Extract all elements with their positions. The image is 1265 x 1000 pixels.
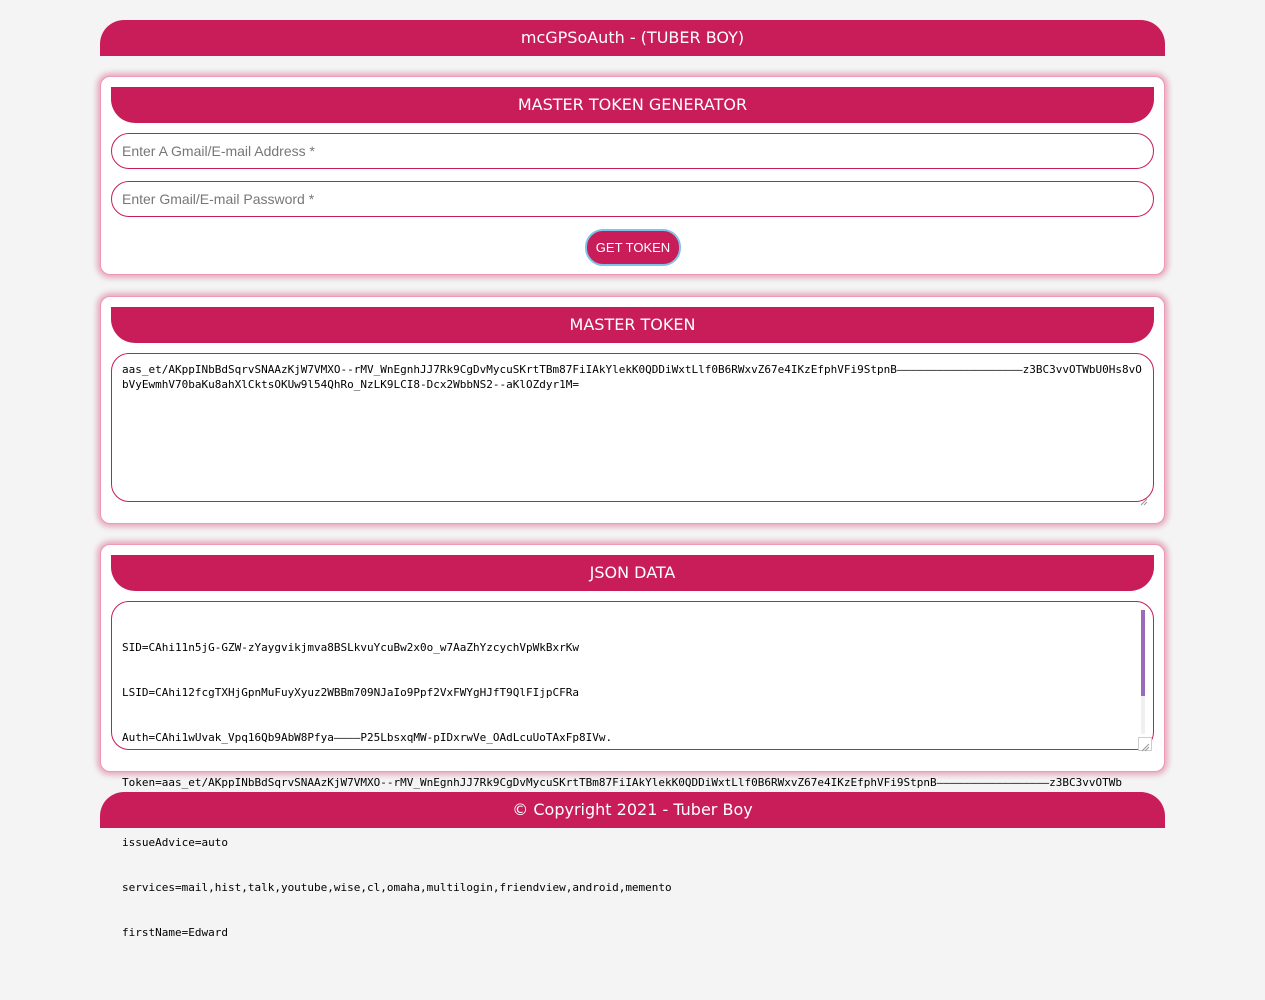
generator-heading: MASTER TOKEN GENERATOR	[111, 87, 1154, 123]
json-line: issueAdvice=auto	[122, 836, 228, 849]
json-line: SID=CAhi11n5jG-GZW-zYaygvikjmva8BSLkvuYcuBw2x0o_w7AaZhYzcychVpWkBxrKw	[122, 641, 579, 654]
page-title-bar	[100, 20, 1165, 56]
master-token-textarea[interactable]: aas_et/AKppINbBdSqrvSNAAzKjW7VMXO--rMV_WnEgnhJJ7Rk9CgDvMycuSKrtTBm87FiIAkYlekK0QDDiWxtLlf0B6RWxvZ67e4IKzEfphVFi9StpnB———————————————————z3BC3vvOTWbU0Hs8vObVyEwmhV70baKu8ahXlCktsOKUw9l54QhRo_NzLK9LCI8-Dcx2WbbNS2--aKlOZdyr1M=	[111, 353, 1154, 502]
json-data-heading: JSON DATA	[111, 555, 1154, 591]
email-field[interactable]	[111, 133, 1154, 169]
footer-bar	[100, 792, 1165, 828]
json-line: firstName=Edward	[122, 926, 228, 939]
resize-grip-icon[interactable]	[1140, 491, 1150, 501]
master-token-heading: MASTER TOKEN	[111, 307, 1154, 343]
page-title: mcGPSoAuth - (TUBER BOY)	[520, 28, 745, 47]
json-line: services=mail,hist,talk,youtube,wise,cl,omaha,multilogin,friendview,android,memento	[122, 881, 672, 894]
generator-card	[100, 76, 1165, 275]
json-line: Auth=CAhi1wUvak_Vpq16Qb9AbW8Pfya————P25LbsxqMW-pIDxrwVe_OAdLcuUoTAxFp8IVw.	[122, 731, 613, 744]
scrollbar-thumb[interactable]	[1141, 610, 1145, 696]
master-token-card	[100, 296, 1165, 524]
get-token-button[interactable]: GET TOKEN	[585, 229, 681, 266]
json-line: LSID=CAhi12fcgTXHjGpnMuFuyXyuz2WBBm709NJaIo9Ppf2VxFWYgHJfT9QlFIjpCFRa	[122, 686, 579, 699]
password-field[interactable]	[111, 181, 1154, 217]
copyright-text: © Copyright 2021 - Tuber Boy	[512, 800, 753, 819]
resize-grip-icon[interactable]	[1138, 737, 1152, 751]
json-line: Token=aas_et/AKppINbBdSqrvSNAAzKjW7VMXO--rMV_WnEgnhJJ7Rk9CgDvMycuSKrtTBm87FiIAkYlekK0QDDiWxtLlf0B6RWxvZ67e4IKzEfphVFi9StpnB—————————————————z3BC3vvOTWb	[122, 776, 1123, 789]
